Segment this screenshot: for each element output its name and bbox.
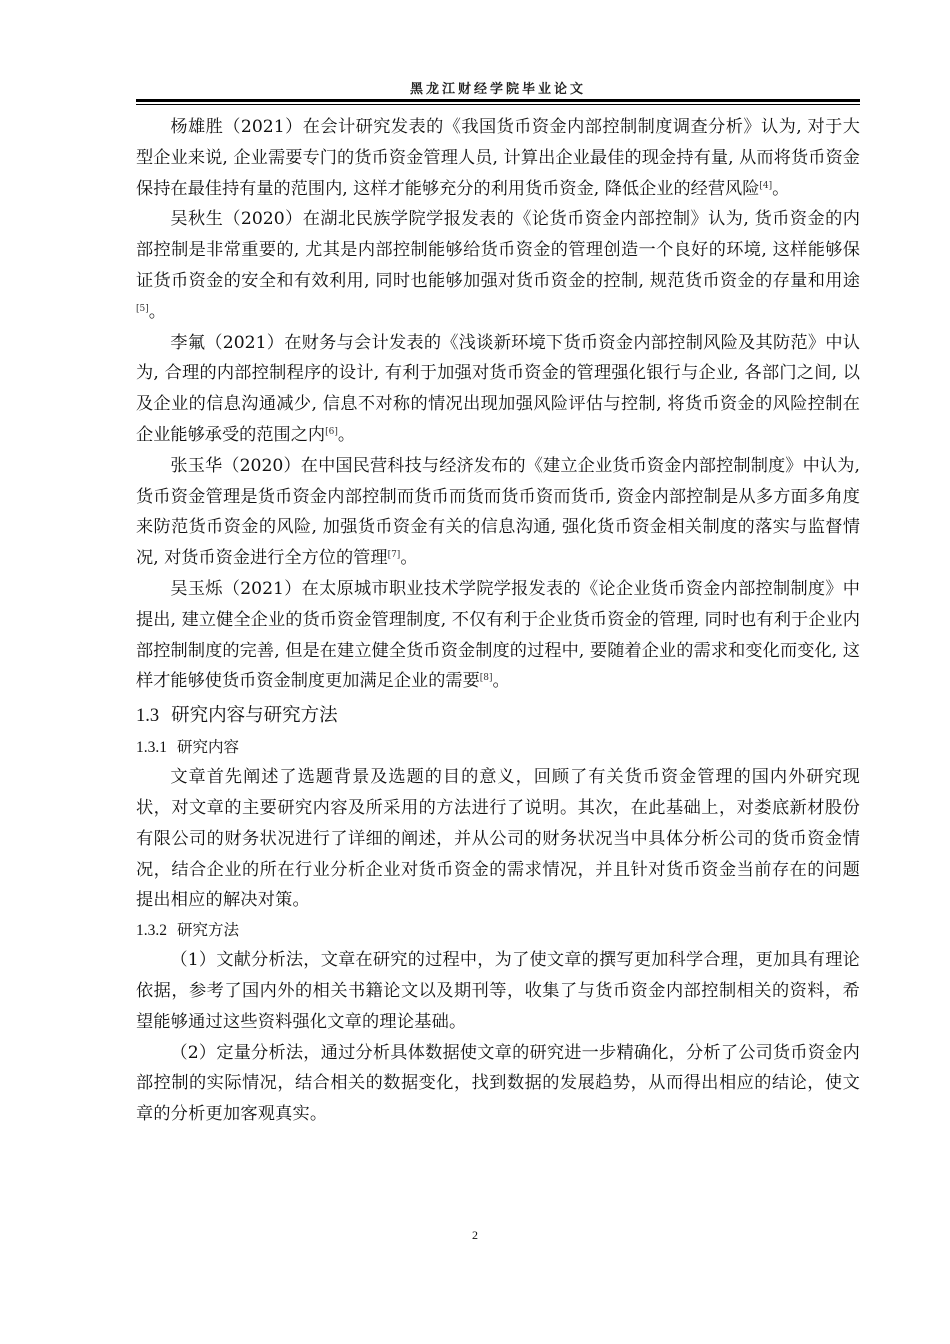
header-rule-thin [136,104,860,105]
citation-ref: [7] [387,550,401,561]
page-body [136,112,860,1130]
paragraph-literature-2: 吴秋生（2020）在湖北民族学院学报发表的《论货币资金内部控制》认为, 货币资金的内部控制是非常重要的, 尤其是内部控制能够给货币资金的管理创造一个良好的环境, 这样能够保证货币资金的安全和有效利用, 同时也能够加强对货币资金的控制, 规范货币资金的存量和用途[5]。 [136,209,860,322]
paragraph-method-literature: （1）文献分析法，文章在研究的过程中，为了使文章的撰写更加科学合理，更加具有理论依据，参考了国内外的相关书籍论文以及期刊等，收集了与货币资金内部控制相关的资料，希望能够通过这些资料强化文章的理论基础。 [136,950,860,1032]
subsection-heading-content: 1.3.1 研究内容 [136,738,240,757]
section-heading: 1.3 研究内容与研究方法 [136,705,338,727]
paragraph-literature-3: 李氟（2021）在财务与会计发表的《浅谈新环境下货币资金内部控制风险及其防范》中认为, 合理的内部控制程序的设计, 有利于加强对货币资金的管理强化银行与企业, 各部门之间, 以及企业的信息沟通减少, 信息不对称的情况出现加强风险评估与控制, 将货币资金的风险控制在企业能够承受的范围之内[6]。 [136,332,860,445]
citation-ref: [8] [479,673,493,684]
citation-ref: [6] [325,426,338,437]
header-rule-thick [136,99,860,102]
paragraph-method-quantitative: （2）定量分析法，通过分析具体数据使文章的研究进一步精确化，分析了公司货币资金内部控制的实际情况，结合相关的数据变化，找到数据的发展趋势，从而得出相应的结论，使文章的分析更加客观真实。 [136,1042,860,1125]
running-header: 黑龙江财经学院毕业论文 [409,82,586,97]
page-number: 2 [472,1228,478,1242]
paragraph-literature-1: 杨雄胜（2021）在会计研究发表的《我国货币资金内部控制制度调查分析》认为, 对于大型企业来说, 企业需要专门的货币资金管理人员, 计算出企业最佳的现金持有量, 从而将货币资金保持在最佳持有量的范围内, 这样才能够充分的利用货币资金, 降低企业的经营风险[4]。 [136,117,860,199]
paragraph-research-content: 文章首先阐述了选题背景及选题的目的意义，回顾了有关货币资金管理的国内外研究现状，对文章的主要研究内容及所采用的方法进行了说明。其次，在此基础上，对娄底新材股份有限公司的财务状况进行了详细的阐述，并从公司的财务状况当中具体分析公司的货币资金情况，结合企业的所在行业分析企业对货币资金的需求情况，并且针对货币资金当前存在的问题提出相应的解决对策。 [136,767,860,911]
citation-ref: [4] [759,180,773,191]
paragraph-literature-5: 吴玉烁（2021）在太原城市职业技术学院学报发表的《论企业货币资金内部控制制度》中提出, 建立健全企业的货币资金管理制度, 不仅有利于企业货币资金的管理, 同时也有利于企业内部控制制度的完善, 但是在建立健全货币资金制度的过程中, 要随着企业的需求和变化而变化, 这样才能够使货币资金制度更加满足企业的需要[8]。 [136,578,860,692]
paragraph-literature-4: 张玉华（2020）在中国民营科技与经济发布的《建立企业货币资金内部控制制度》中认为, 货币资金管理是货币资金内部控制而货币而货而货币资而货币, 资金内部控制是从多方面多角度来防范货币资金的风险, 加强货币资金有关的信息沟通, 强化货币资金相关制度的落实与监督情况, 对货币资金进行全方位的管理[7]。 [136,455,860,569]
subsection-heading-methods: 1.3.2 研究方法 [136,921,240,940]
citation-ref: [5] [136,303,149,314]
